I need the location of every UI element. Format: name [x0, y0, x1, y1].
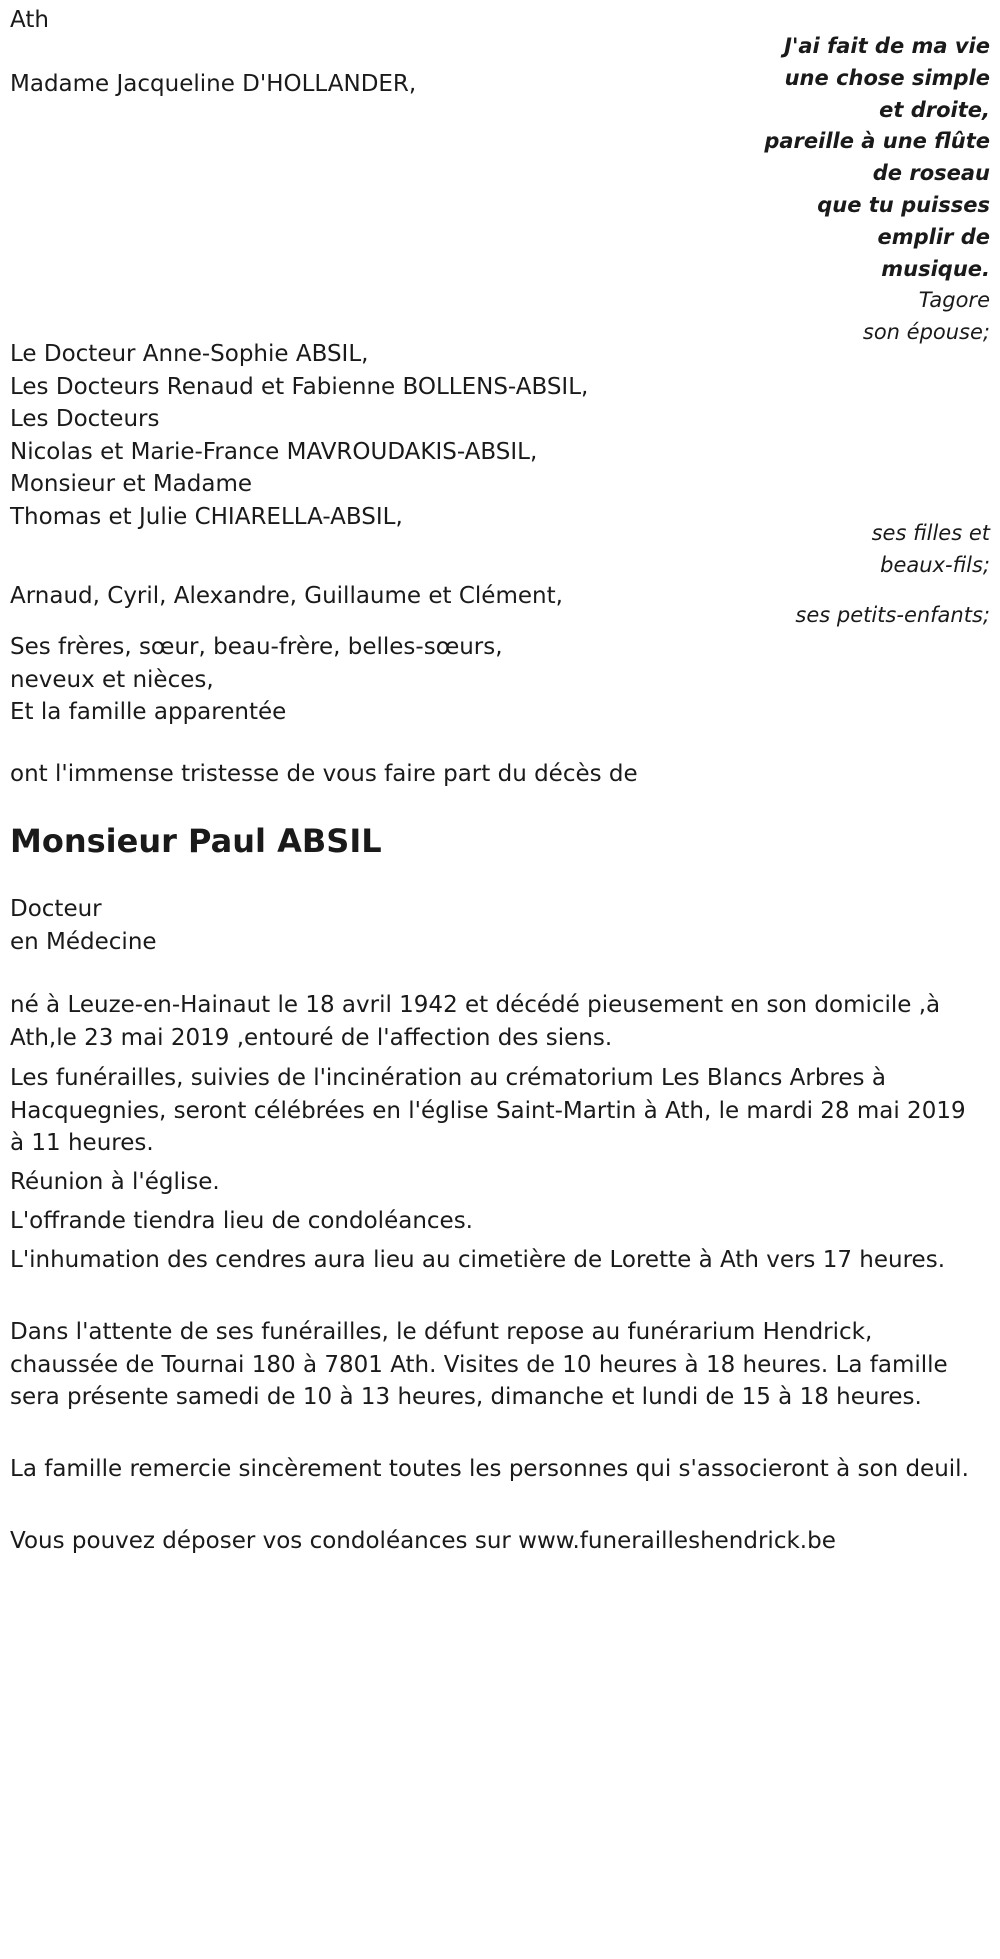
children-line: Thomas et Julie CHIARELLA-ABSIL,	[10, 503, 403, 530]
visitation-paragraph: Dans l'attente de ses funérailles, le défunt repose au funérarium Hendrick, chaussée de Tournai 180 à 7801 Ath. Visites de 10 heures à 18 heures. La famille sera présente samedi de 10 à 13 heures, dimanche et lundi de 15 à 18 heures.	[10, 1319, 948, 1410]
deceased-title-line1: Docteur	[10, 896, 102, 922]
poem-author: Tagore	[918, 288, 990, 313]
poem-block	[764, 31, 990, 349]
relation-children	[872, 518, 990, 582]
family-line: Et la famille apparentée	[10, 699, 287, 725]
burial-paragraph: L'inhumation des cendres aura lieu au cimetière de Lorette à Ath vers 17 heures.	[10, 1247, 946, 1273]
poem-line: et droite,	[879, 97, 990, 122]
children-block	[10, 338, 985, 533]
children-line: Nicolas et Marie-France MAVROUDAKIS-ABSIL,	[10, 438, 538, 465]
relation-children-line2: beaux-fils;	[880, 552, 990, 577]
relation-spouse: son épouse;	[862, 320, 990, 345]
relation-grandchildren: ses petits-enfants;	[795, 603, 990, 627]
location-text: Ath	[10, 7, 49, 33]
meeting-paragraph: Réunion à l'église.	[10, 1169, 220, 1195]
poem-line: une chose simple	[784, 65, 990, 90]
widow-name: Madame Jacqueline D'HOLLANDER,	[10, 71, 417, 97]
children-line: Le Docteur Anne-Sophie ABSIL,	[10, 341, 369, 367]
children-line: Les Docteurs	[10, 406, 160, 432]
poem-line: que tu puisses	[817, 192, 990, 217]
poem-line: musique.	[881, 256, 990, 281]
deceased-name: Monsieur Paul ABSIL	[10, 822, 382, 860]
offering-paragraph: L'offrande tiendra lieu de condoléances.	[10, 1208, 473, 1234]
condolences-paragraph: Vous pouvez déposer vos condoléances sur www.funerailleshendrick.be	[10, 1528, 836, 1554]
relation-children-line1: ses filles et	[871, 521, 990, 545]
poem-line: pareille à une flûte	[764, 129, 990, 154]
poem-line: de roseau	[872, 161, 990, 186]
children-line: Monsieur et Madame	[10, 471, 253, 497]
announcement-text: ont l'immense tristesse de vous faire part du décès de	[10, 761, 638, 787]
children-line: Les Docteurs Renaud et Fabienne BOLLENS-ABSIL,	[10, 373, 589, 400]
grandchildren-names: Arnaud, Cyril, Alexandre, Guillaume et Clément,	[10, 583, 563, 609]
funeral-paragraph: Les funérailles, suivies de l'incinération au crématorium Les Blancs Arbres à Hacquegnies, seront célébrées en l'église Saint-Martin à Ath, le mardi 28 mai 2019 à 11 heures.	[10, 1065, 966, 1156]
family-line: neveux et nièces,	[10, 666, 214, 693]
family-block	[10, 631, 985, 729]
poem-line: emplir de	[877, 224, 990, 249]
birth-death-paragraph: né à Leuze-en-Hainaut le 18 avril 1942 et décédé pieusement en son domicile ,à Ath,le 23 mai 2019 ,entouré de l'affection des siens.	[10, 992, 941, 1051]
family-line: Ses frères, sœur, beau-frère, belles-sœurs,	[10, 634, 503, 660]
deceased-title-line2: en Médecine	[10, 928, 157, 955]
poem-line: J'ai fait de ma vie	[784, 34, 990, 58]
deceased-title	[10, 893, 985, 958]
thanks-paragraph: La famille remercie sincèrement toutes les personnes qui s'associeront à son deuil.	[10, 1456, 969, 1482]
